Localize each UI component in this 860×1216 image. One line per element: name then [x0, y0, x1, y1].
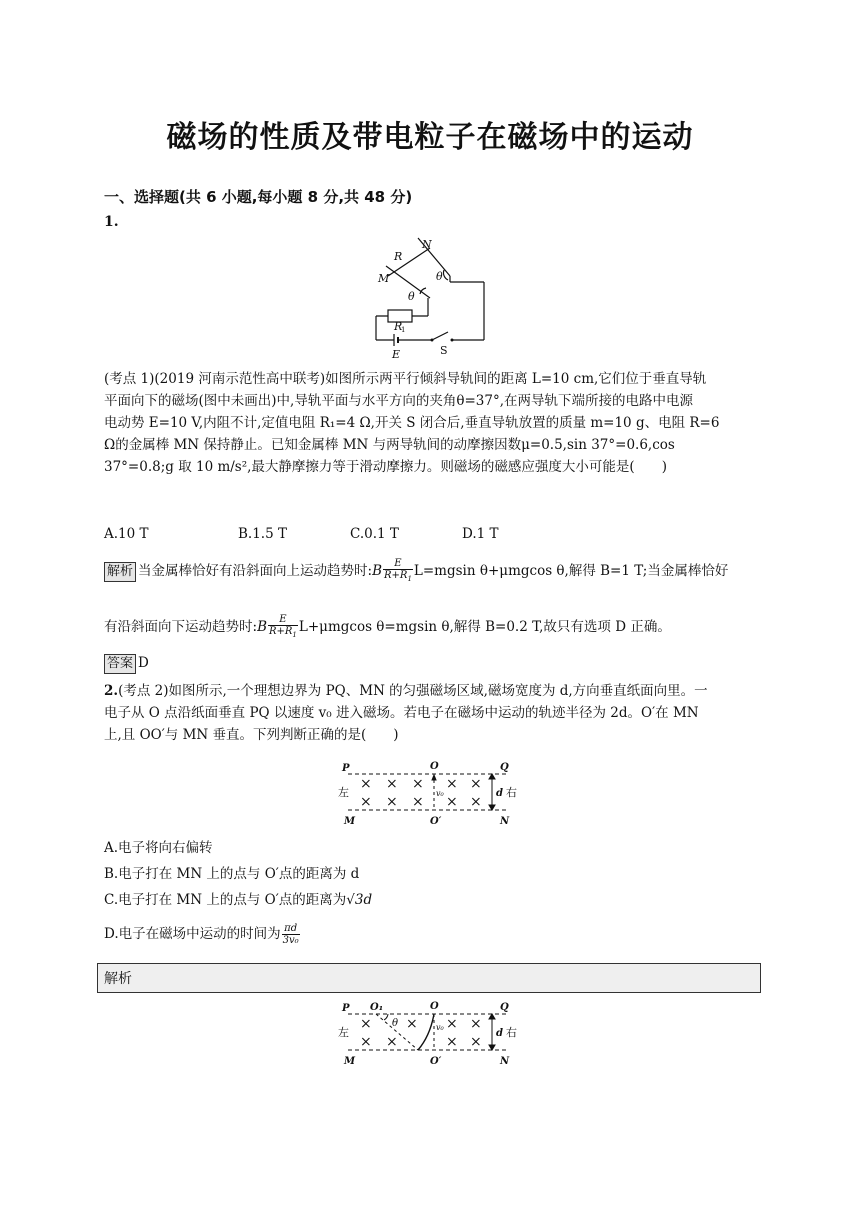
- analysis-text: 当金属棒恰好有沿斜面向上运动趋势时:: [138, 563, 373, 579]
- fraction-denominator: 3v₀: [282, 935, 299, 946]
- label-right: 右: [506, 1026, 517, 1039]
- field-cross: ×: [406, 1016, 418, 1032]
- analysis-text: 有沿斜面向下运动趋势时:: [104, 619, 258, 635]
- field-cross: ×: [446, 1016, 458, 1032]
- q1-line: 平面向下的磁场(图中未画出)中,导轨平面与水平方向的夹角θ=37°,在两导轨下端所接的电路中电源: [104, 393, 693, 409]
- fraction-numerator: E: [383, 558, 413, 570]
- label-right: 右: [506, 786, 517, 799]
- q2-option-d: [104, 922, 301, 946]
- symbol-B: B: [257, 619, 267, 635]
- question-2-figure: [336, 758, 526, 830]
- q1-line: (考点 1)(2019 河南示范性高中联考)如图所示两平行倾斜导轨间的距离 L=10 cm,它们位于垂直导轨: [104, 371, 707, 387]
- den-text: R+R: [384, 570, 408, 581]
- label-N: N: [500, 1056, 510, 1067]
- label-d: d: [496, 788, 503, 799]
- question-1-text: [104, 368, 766, 478]
- field-cross: ×: [470, 794, 482, 810]
- field-cross: ×: [412, 794, 424, 810]
- q1-line: Ω的金属棒 MN 保持静止。已知金属棒 MN 与两导轨间的动摩擦因数μ=0.5,sin 37°=0.6,cos: [104, 437, 675, 453]
- label-O-prime: O′: [430, 816, 442, 827]
- field-cross: ×: [360, 776, 372, 792]
- q2-line: 上,且 OO′与 MN 垂直。下列判断正确的是( ): [104, 727, 399, 743]
- field-cross: ×: [412, 776, 424, 792]
- field-cross: ×: [360, 794, 372, 810]
- label-S: S: [440, 344, 448, 357]
- label-d: d: [496, 1028, 503, 1039]
- option-c-value: √3d: [346, 892, 373, 908]
- field-cross: ×: [470, 776, 482, 792]
- question-2-number: 2.: [104, 683, 119, 699]
- analysis-text: L+μmgcos θ=mgsin θ,解得 B=0.2 T,故只有选项 D 正确。: [298, 619, 671, 635]
- answer-value: D: [138, 655, 149, 671]
- q1-option-d: D.1 T: [462, 526, 499, 542]
- label-Q: Q: [500, 762, 509, 773]
- fraction-denominator: [383, 570, 413, 585]
- q2-line: [104, 680, 766, 702]
- page-title: 磁场的性质及带电粒子在磁场中的运动: [166, 120, 694, 155]
- q2-line: 电子从 O 点沿纸面垂直 PQ 以速度 v₀ 进入磁场。若电子在磁场中运动的轨迹半径为 2d。O′在 MN: [104, 705, 699, 721]
- den-sub: 1: [292, 631, 297, 639]
- q2-option-c: [104, 888, 372, 908]
- q2-line-text: (考点 2)如图所示,一个理想边界为 PQ、MN 的匀强磁场区域,磁场宽度为 d,方向垂直纸面向里。一: [118, 683, 708, 699]
- label-O-prime: O′: [430, 1056, 442, 1067]
- label-O: O: [430, 1001, 439, 1012]
- label-left: 左: [338, 786, 349, 799]
- field-cross: ×: [360, 1016, 372, 1032]
- field-cross: ×: [470, 1034, 482, 1050]
- den-sub: 1: [407, 575, 412, 583]
- field-cross: ×: [446, 776, 458, 792]
- label-M: M: [378, 272, 390, 285]
- fraction: [282, 923, 300, 946]
- analysis-text: L=mgsin θ+μmgcos θ,解得 B=1 T;当金属棒恰好: [413, 563, 729, 579]
- label-M: M: [344, 1056, 356, 1067]
- q2-option-a: A.电子将向右偏转: [104, 840, 213, 856]
- fraction: [268, 614, 298, 641]
- section-heading: 一、选择题(共 6 小题,每小题 8 分,共 48 分): [104, 188, 413, 206]
- fraction-numerator: E: [268, 614, 298, 626]
- label-E: E: [392, 348, 401, 361]
- label-theta-1: θ: [408, 290, 415, 303]
- label-Q: Q: [500, 1002, 509, 1013]
- field-cross: ×: [470, 1016, 482, 1032]
- label-theta-2: θ: [436, 270, 443, 283]
- label-R1: R: [394, 320, 403, 333]
- fraction-numerator: πd: [282, 923, 300, 935]
- q2-analysis-heading: 解析: [97, 963, 761, 993]
- label-theta: θ: [392, 1018, 399, 1029]
- q2-option-b: B.电子打在 MN 上的点与 O′点的距离为 d: [104, 866, 360, 882]
- q1-option-a: A.10 T: [104, 526, 149, 542]
- question-1-number: 1.: [104, 214, 119, 230]
- field-cross: ×: [386, 794, 398, 810]
- q1-analysis-line-1: [104, 558, 728, 585]
- field-cross: ×: [446, 794, 458, 810]
- label-O1: O₁: [370, 1002, 384, 1013]
- field-cross: ×: [386, 1034, 398, 1050]
- fraction: [383, 558, 413, 585]
- den-text: R+R: [268, 626, 293, 637]
- fraction-denominator: [268, 626, 298, 641]
- question-1-figure: [360, 236, 500, 362]
- field-cross: ×: [446, 1034, 458, 1050]
- field-cross: ×: [360, 1034, 372, 1050]
- q1-analysis-line-2: [104, 614, 671, 641]
- option-c-text: C.电子打在 MN 上的点与 O′点的距离为: [104, 892, 347, 908]
- q1-answer: [104, 654, 149, 674]
- q1-line: 电动势 E=10 V,内阻不计,定值电阻 R₁=4 Ω,开关 S 闭合后,垂直导轨放置的质量 m=10 g、电阻 R=6: [104, 415, 720, 431]
- label-v0: v₀: [436, 1023, 444, 1032]
- label-R: R: [394, 250, 403, 263]
- field-cross: ×: [386, 776, 398, 792]
- symbol-B: B: [372, 563, 382, 579]
- option-d-text: D.电子在磁场中运动的时间为: [104, 926, 281, 942]
- analysis-tag: 解析: [104, 562, 136, 582]
- label-N: N: [500, 816, 510, 827]
- answer-tag: 答案: [104, 654, 136, 674]
- label-O: O: [430, 761, 439, 772]
- q1-option-b: B.1.5 T: [238, 526, 287, 542]
- q1-line: 37°=0.8;g 取 10 m/s²,最大静摩擦力等于滑动摩擦力。则磁场的磁感应强度大小可能是( ): [104, 459, 667, 475]
- label-v0: v₀: [436, 789, 444, 798]
- question-2-analysis-figure: [336, 998, 526, 1070]
- label-M: M: [344, 816, 356, 827]
- label-P: P: [342, 1003, 350, 1014]
- q1-option-c: C.0.1 T: [350, 526, 399, 542]
- label-left: 左: [338, 1026, 349, 1039]
- label-N: N: [422, 238, 432, 251]
- label-R1-sub: 1: [401, 326, 406, 334]
- question-2-text: [104, 680, 766, 746]
- label-P: P: [342, 763, 350, 774]
